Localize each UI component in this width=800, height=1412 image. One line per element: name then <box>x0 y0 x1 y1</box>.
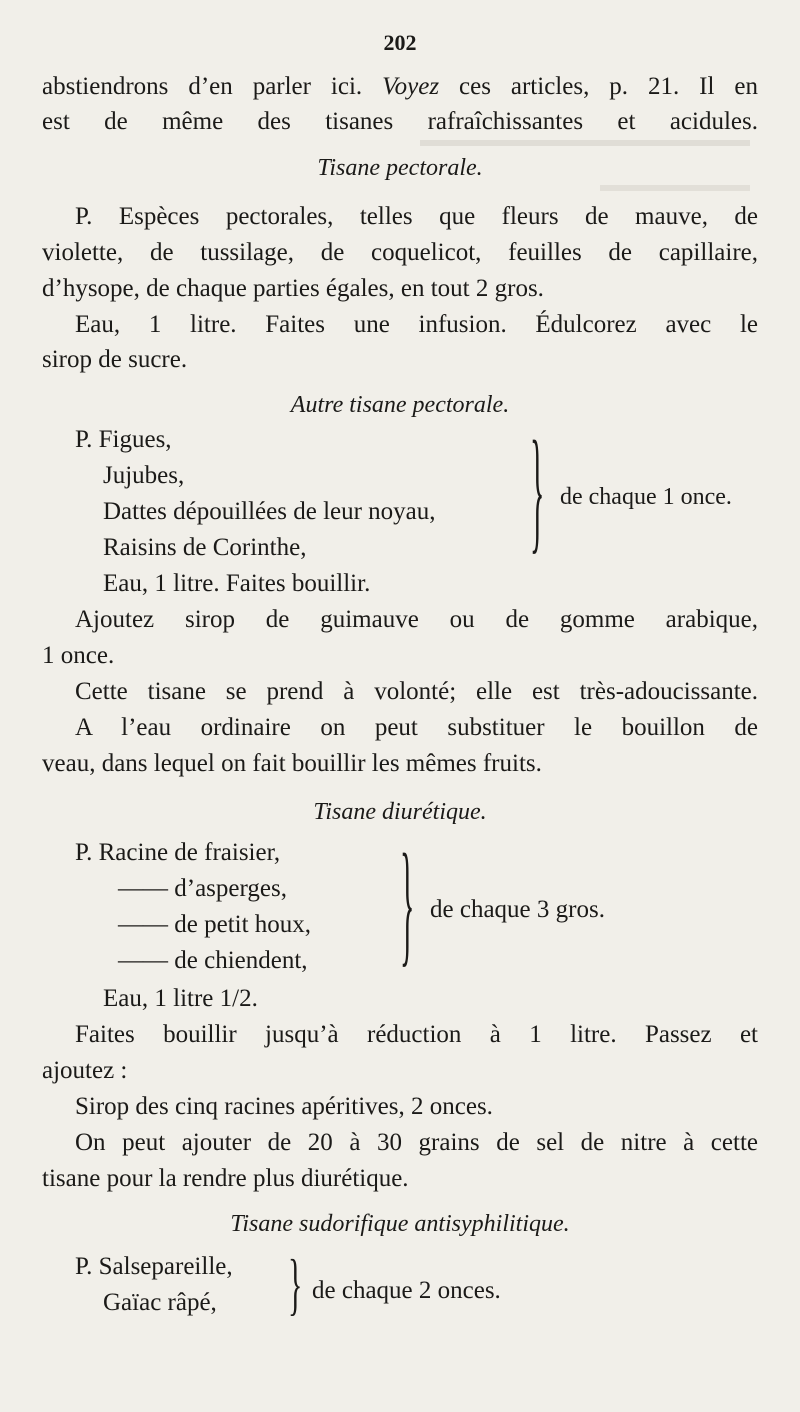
text-line: ajoutez : <box>42 1057 128 1084</box>
page-number: 202 <box>383 30 417 55</box>
recipe-item: —— d’asperges, <box>118 875 287 902</box>
quantity-note: de chaque 3 gros. <box>430 896 605 923</box>
text-line: Eau, 1 litre. Faites une infusion. Édulcorez avec le <box>75 311 758 338</box>
quantity-note: de chaque 1 once. <box>560 484 732 510</box>
bleed-through-mark <box>420 140 750 146</box>
recipe-item: —— de chiendent, <box>118 947 308 974</box>
recipe-item: Gaïac râpé, <box>103 1289 217 1316</box>
recipe-item: Dattes dépouillées de leur noyau, <box>103 498 436 525</box>
text-line: On peut ajouter de 20 à 30 grains de sel de nitre à cette <box>75 1129 758 1156</box>
section-heading: Autre tisane pectorale. <box>290 392 510 418</box>
section-heading: Tisane diurétique. <box>313 799 487 825</box>
bleed-through-mark <box>600 185 750 191</box>
section-heading: Tisane pectorale. <box>317 155 483 181</box>
curly-brace: } <box>288 1247 303 1324</box>
text-line: tisane pour la rendre plus diurétique. <box>42 1165 409 1192</box>
recipe-item: Raisins de Corinthe, <box>103 534 307 561</box>
quantity-note: de chaque 2 onces. <box>312 1277 501 1304</box>
text-line: d’hysope, de chaque parties égales, en tout 2 gros. <box>42 275 544 302</box>
text-line: est de même des tisanes rafraîchissantes et acidules. <box>42 108 758 135</box>
recipe-item: Jujubes, <box>103 462 185 489</box>
text-line: 1 once. <box>42 642 115 669</box>
text-line: violette, de tussilage, de coquelicot, feuilles de capillaire, <box>42 239 758 266</box>
text-line: Ajoutez sirop de guimauve ou de gomme arabique, <box>75 606 758 633</box>
recipe-item: P. Figues, <box>75 426 172 453</box>
section-heading: Tisane sudorifique antisyphilitique. <box>230 1211 570 1237</box>
recipe-item: P. Salsepareille, <box>75 1253 233 1280</box>
text-line: Eau, 1 litre 1/2. <box>103 985 258 1012</box>
recipe-item: —— de petit houx, <box>118 911 312 938</box>
curly-brace: } <box>530 415 545 568</box>
text-line: abstiendrons d’en parler ici. Voyez ces articles, p. 21. Il en <box>42 73 758 100</box>
text-line: A l’eau ordinaire on peut substituer le bouillon de <box>75 714 758 741</box>
text-line: Cette tisane se prend à volonté; elle est très-adoucissante. <box>75 678 758 705</box>
text-line: veau, dans lequel on fait bouillir les mêmes fruits. <box>42 750 542 777</box>
text-line: Faites bouillir jusqu’à réduction à 1 litre. Passez et <box>75 1021 758 1048</box>
text-line: P. Espèces pectorales, telles que fleurs de mauve, de <box>75 203 758 230</box>
text-line: sirop de sucre. <box>42 346 188 373</box>
text-line: Eau, 1 litre. Faites bouillir. <box>103 570 371 597</box>
recipe-item: P. Racine de fraisier, <box>75 839 281 866</box>
text-line: Sirop des cinq racines apéritives, 2 onces. <box>75 1093 493 1120</box>
curly-brace: } <box>400 828 415 981</box>
